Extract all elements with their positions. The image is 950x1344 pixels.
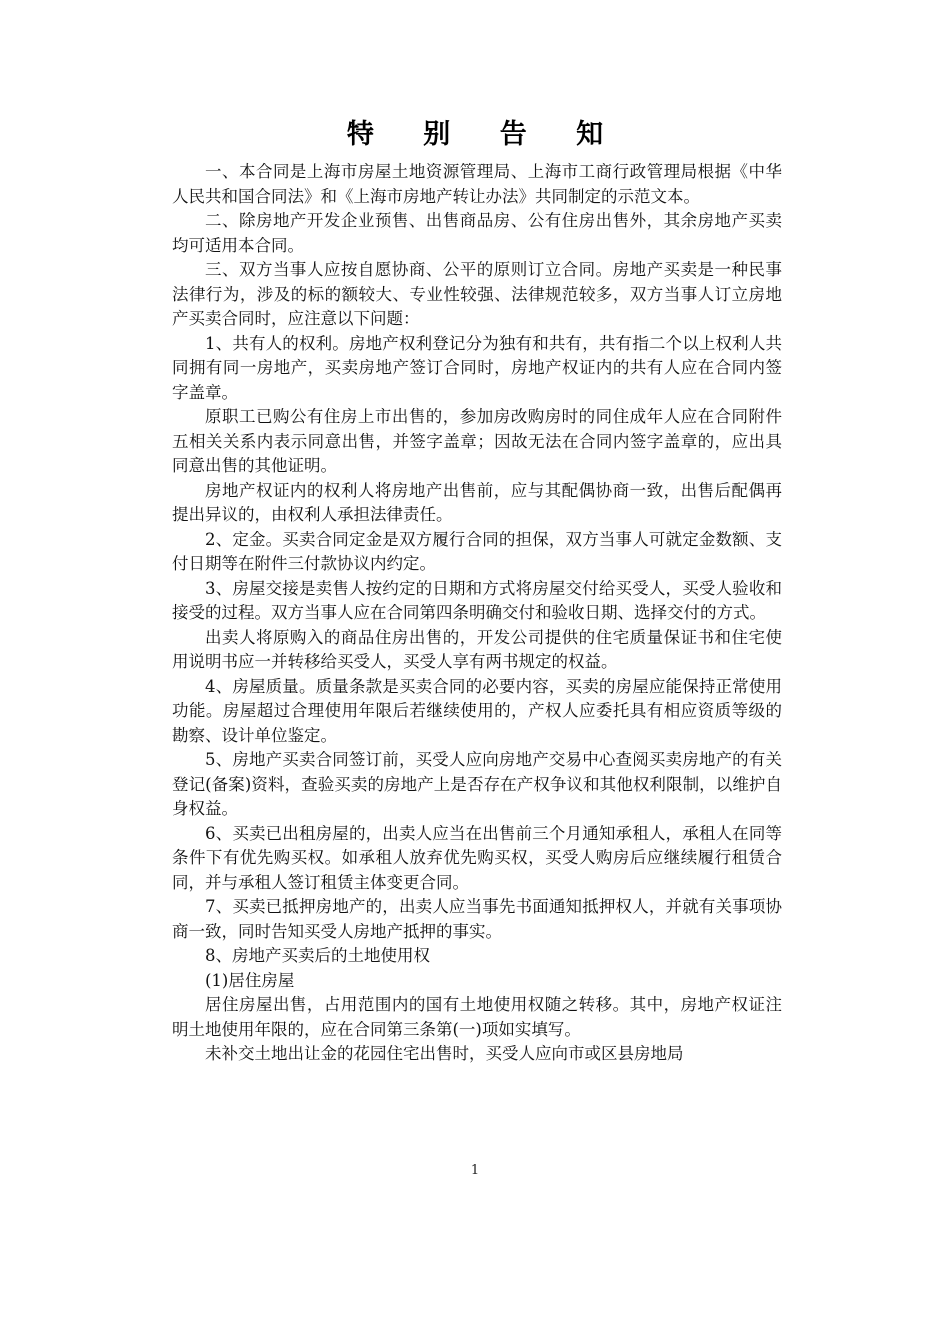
paragraph-16: 居住房屋出售，占用范围内的国有土地使用权随之转移。其中，房地产权证注明土地使用年限的，应在合同第三条第(一)项如实填写。 [172,995,782,1039]
paragraph-9: 出卖人将原购入的商品住房出售的，开发公司提供的住宅质量保证书和住宅使用说明书应一并转移给买受人，买受人享有两书规定的权益。 [172,627,782,671]
paragraph-15: (1)居住房屋 [205,970,295,990]
paragraph-2: 二、除房地产开发企业预售、出售商品房、公有住房出售外，其余房地产买卖均可适用本合同。 [172,211,782,255]
paragraph-1: 一、本合同是上海市房屋土地资源管理局、上海市工商行政管理局根据《中华人民共和国合同法》和《上海市房地产转让办法》共同制定的示范文本。 [172,162,782,206]
paragraph-12: 6、买卖已出租房屋的，出卖人应当在出售前三个月通知承租人，承租人在同等条件下有优先购买权。如承租人放弃优先购买权，买受人购房后应继续履行租赁合同，并与承租人签订租赁主体变更合同。 [172,823,782,892]
paragraph-13: 7、买卖已抵押房地产的，出卖人应当事先书面通知抵押权人，并就有关事项协商一致，同时告知买受人房地产抵押的事实。 [172,897,782,941]
paragraph-8: 3、房屋交接是卖售人按约定的日期和方式将房屋交付给买受人，买受人验收和接受的过程。双方当事人应在合同第四条明确交付和验收日期、选择交付的方式。 [172,578,782,622]
page-title: 特 别 告 知 [346,119,624,150]
paragraph-10: 4、房屋质量。质量条款是买卖合同的必要内容，买卖的房屋应能保持正常使用功能。房屋超过合理使用年限后若继续使用的，产权人应委托具有相应资质等级的勘察、设计单位鉴定。 [172,676,782,745]
paragraph-6: 房地产权证内的权利人将房地产出售前，应与其配偶协商一致，出售后配偶再提出异议的，由权利人承担法律责任。 [172,480,782,524]
paragraph-17: 未补交土地出让金的花园住宅出售时，买受人应向市或区县房地局 [205,1044,684,1063]
paragraph-3: 三、双方当事人应按自愿协商、公平的原则订立合同。房地产买卖是一种民事法律行为，涉及的标的额较大、专业性较强、法律规范较多，双方当事人订立房地产买卖合同时，应注意以下问题： [172,260,782,328]
paragraph-7: 2、定金。买卖合同定金是双方履行合同的担保，双方当事人可就定金数额、支付日期等在附件三付款协议内约定。 [172,529,782,573]
paragraph-14: 8、房地产买卖后的土地使用权 [205,946,430,965]
page-number: 1 [470,1163,480,1178]
paragraph-11: 5、房地产买卖合同签订前，买受人应向房地产交易中心查阅买卖房地产的有关登记(备案)资料，查验买卖的房地产上是否存在产权争议和其他权利限制，以维护自身权益。 [172,750,782,818]
paragraph-5: 原职工已购公有住房上市出售的，参加房改购房时的同住成年人应在合同附件五相关关系内表示同意出售，并签字盖章；因故无法在合同内签字盖章的，应出具同意出售的其他证明。 [172,407,782,475]
body-text [172,160,782,1067]
paragraph-4: 1、共有人的权利。房地产权利登记分为独有和共有，共有指二个以上权利人共同拥有同一房地产，买卖房地产签订合同时，房地产权证内的共有人应在合同内签字盖章。 [172,333,782,402]
